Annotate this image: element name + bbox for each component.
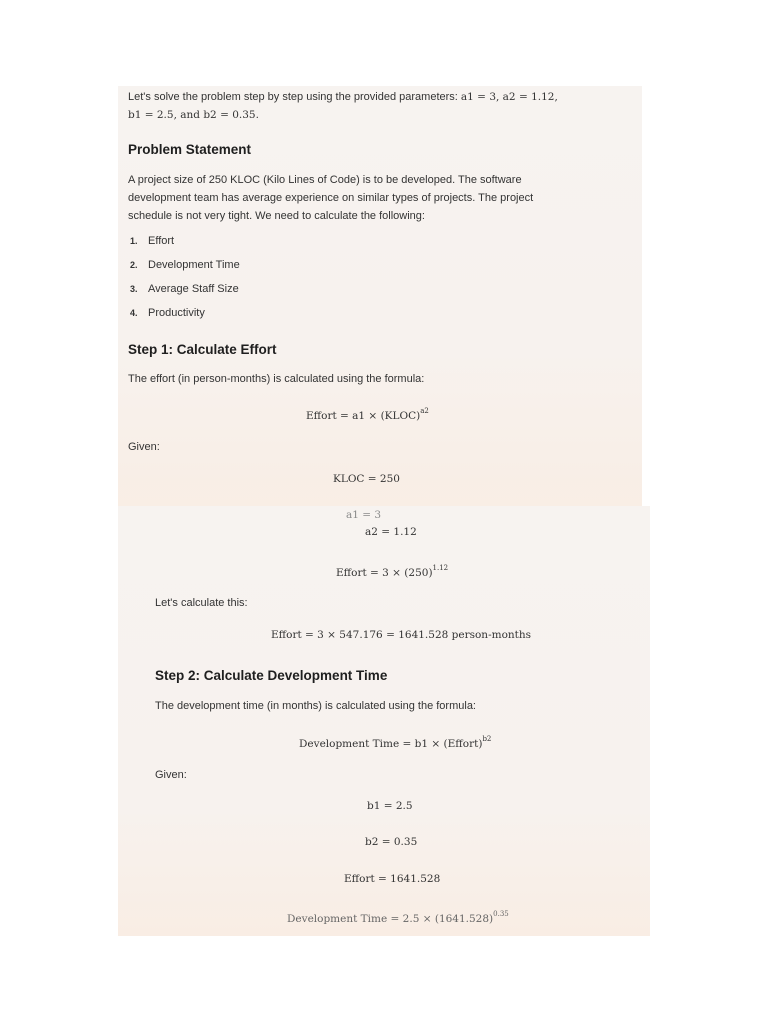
- formula-exponent: b2: [482, 735, 492, 743]
- given-b2: b2 = 0.35: [365, 836, 418, 848]
- given-b1: b1 = 2.5: [367, 800, 413, 812]
- formula-text: Effort = 3 × (250): [336, 567, 433, 579]
- step2-intro: The development time (in months) is calculated using the formula:: [155, 700, 476, 712]
- intro-params: a1 = 3, a2 = 1.12,: [460, 91, 558, 103]
- step1-given-label: Given:: [128, 441, 160, 453]
- given-effort: Effort = 1641.528: [344, 873, 441, 885]
- list-label: Development Time: [148, 259, 240, 271]
- formula-text: Development Time = 2.5 × (1641.528): [287, 913, 494, 925]
- step1-substitution: [336, 564, 448, 579]
- step1-formula: [306, 407, 429, 422]
- step2-substitution: [287, 910, 509, 925]
- step2-formula: [299, 735, 491, 750]
- formula-exponent: 0.35: [493, 910, 509, 918]
- list-label: Productivity: [148, 307, 205, 319]
- intro-line-2: b1 = 2.5, and b2 = 0.35.: [128, 109, 259, 121]
- given-kloc: KLOC = 250: [333, 473, 400, 485]
- list-item: [130, 283, 239, 295]
- step1-heading: Step 1: Calculate Effort: [128, 342, 277, 357]
- list-number: 4.: [130, 308, 138, 318]
- list-label: Average Staff Size: [148, 283, 239, 295]
- given-a1: a1 = 3: [346, 509, 382, 521]
- step1-intro: The effort (in person-months) is calculated using the formula:: [128, 373, 425, 385]
- list-number: 2.: [130, 260, 138, 270]
- list-item: [130, 235, 174, 247]
- intro-line-1: [128, 88, 558, 106]
- problem-para-line: development team has average experience on similar types of projects. The project: [128, 192, 534, 204]
- list-item: [130, 259, 240, 271]
- step2-given-label: Given:: [155, 769, 187, 781]
- step1-calc-label: Let's calculate this:: [155, 597, 248, 609]
- list-item: [130, 307, 205, 319]
- problem-para-line: A project size of 250 KLOC (Kilo Lines of Code) is to be developed. The software: [128, 174, 522, 186]
- given-a2: a2 = 1.12: [365, 526, 417, 538]
- formula-text: Development Time = b1 × (Effort): [299, 738, 483, 750]
- list-number: 3.: [130, 284, 138, 294]
- problem-para-line: schedule is not very tight. We need to calculate the following:: [128, 210, 425, 222]
- step1-result: Effort = 3 × 547.176 = 1641.528 person-months: [271, 629, 532, 641]
- step2-heading: Step 2: Calculate Development Time: [155, 668, 388, 683]
- problem-heading: Problem Statement: [128, 142, 252, 157]
- list-number: 1.: [130, 236, 138, 246]
- list-label: Effort: [148, 235, 175, 247]
- intro-text: Let's solve the problem step by step using the provided parameters:: [128, 91, 461, 103]
- formula-exponent: 1.12: [432, 564, 449, 572]
- formula-exponent: a2: [420, 407, 429, 415]
- formula-text: Effort = a1 × (KLOC): [306, 410, 421, 422]
